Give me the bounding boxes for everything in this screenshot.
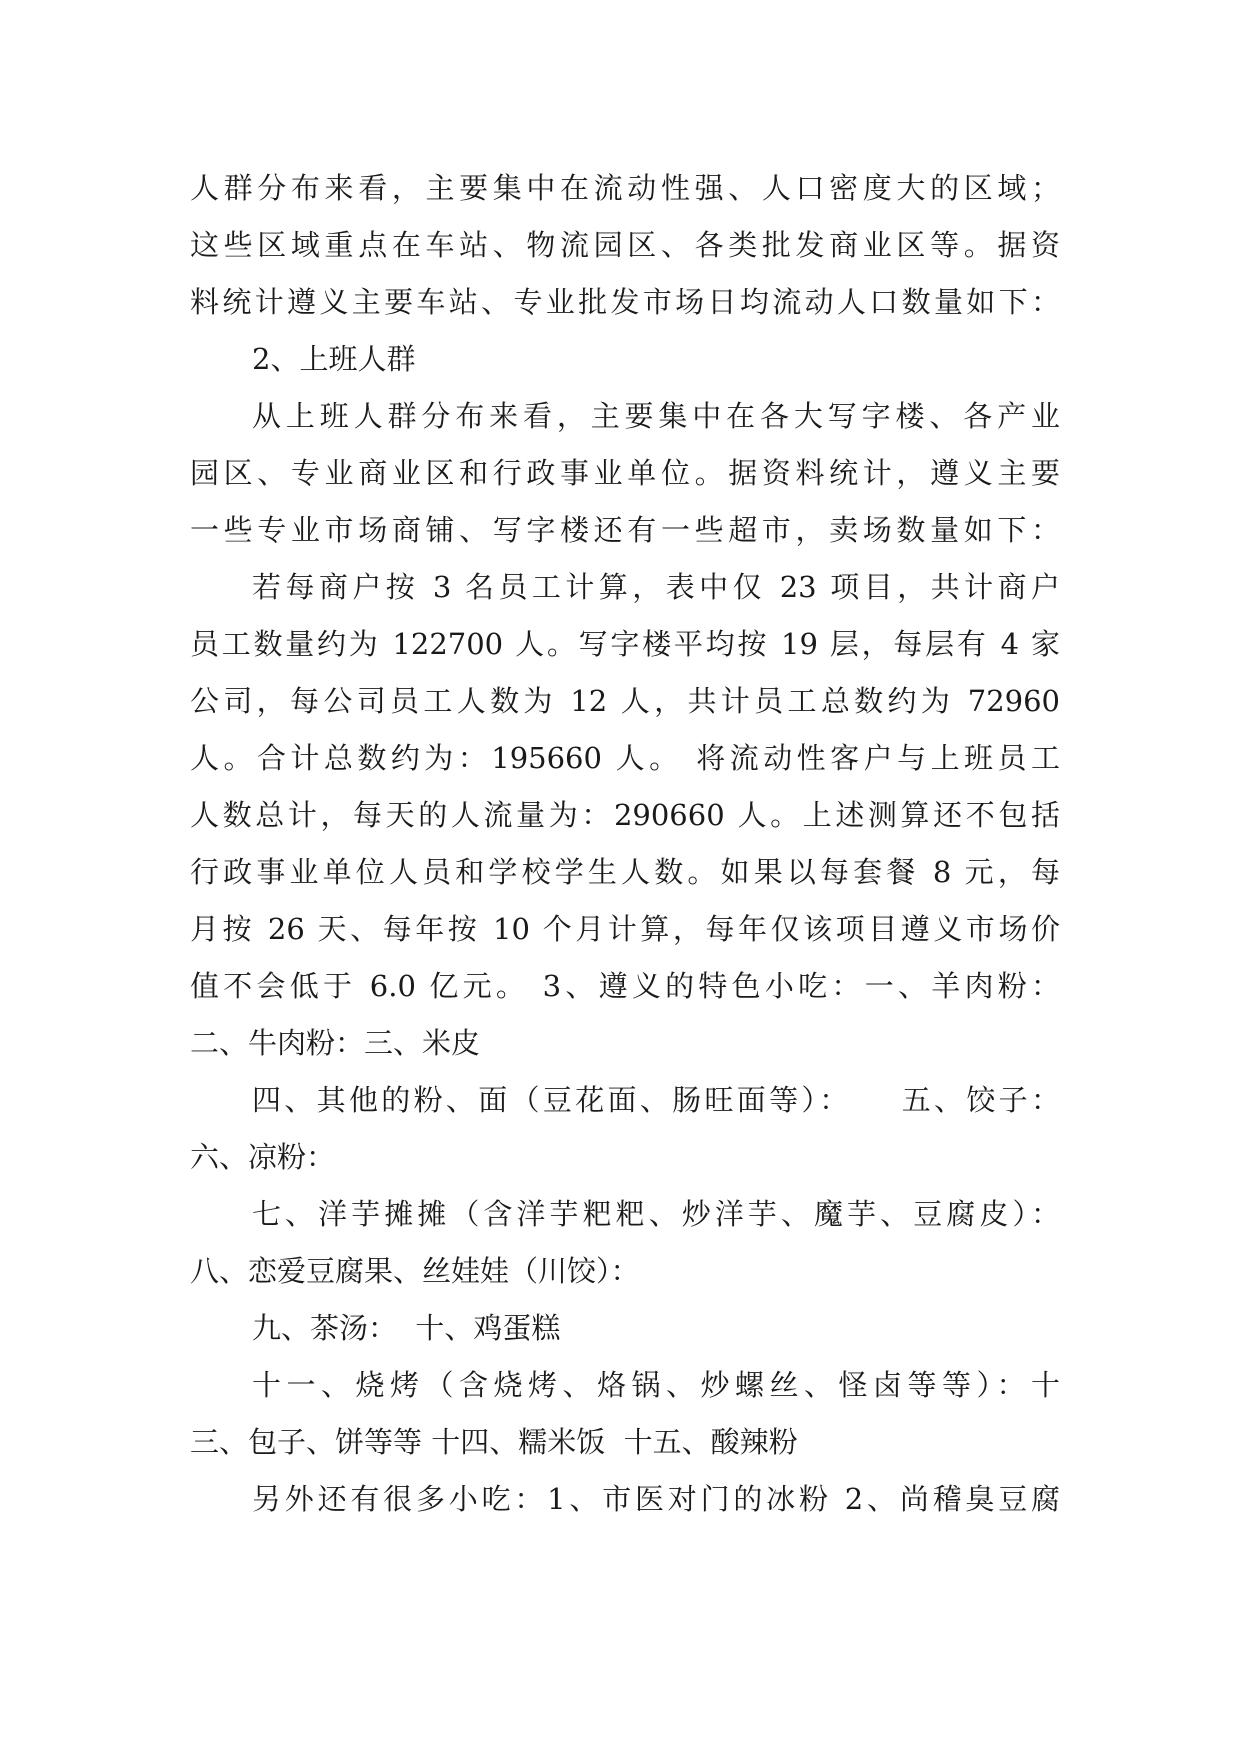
text-line: 园区、专业商业区和行政事业单位。据资料统计，遵义主要: [190, 456, 1060, 490]
text-line: 九、茶汤： 十、鸡蛋糕: [252, 1311, 561, 1345]
text-line: 八、恋爱豆腐果、丝娃娃（川饺）：: [190, 1254, 640, 1288]
text-line: 六、凉粉：: [190, 1140, 336, 1174]
text-line: 值不会低于 6.0 亿元。 3、遵义的特色小吃：一、羊肉粉：: [190, 969, 1060, 1003]
text-line: 三、包子、饼等等 十四、糯米饭 十五、酸辣粉: [190, 1425, 798, 1459]
text-line: 若每商户按 3 名员工计算，表中仅 23 项目，共计商户: [252, 570, 1060, 604]
text-line: 员工数量约为 122700 人。写字楼平均按 19 层，每层有 4 家: [190, 627, 1060, 661]
text-line: 四、其他的粉、面（豆花面、肠旺面等）： 五、饺子：: [252, 1083, 1060, 1117]
text-line: 行政事业单位人员和学校学生人数。如果以每套餐 8 元，每: [190, 855, 1060, 889]
body-text: [190, 160, 1060, 1528]
text-line: 七、洋芋摊摊（含洋芋粑粑、炒洋芋、魔芋、豆腐皮）：: [252, 1197, 1060, 1231]
text-line: 从上班人群分布来看，主要集中在各大写字楼、各产业: [252, 399, 1060, 433]
text-line: 另外还有很多小吃：1、市医对门的冰粉 2、尚稽臭豆腐: [252, 1482, 1060, 1516]
text-line: 人数总计，每天的人流量为：290660 人。上述测算还不包括: [190, 798, 1060, 832]
text-line: 月按 26 天、每年按 10 个月计算，每年仅该项目遵义市场价: [190, 912, 1060, 946]
text-line: 公司，每公司员工人数为 12 人，共计员工总数约为 72960: [190, 684, 1060, 718]
text-line: 二、牛肉粉：三、米皮: [190, 1026, 481, 1060]
text-line: 这些区域重点在车站、物流园区、各类批发商业区等。据资: [190, 228, 1060, 262]
text-line: 人。合计总数约为：195660 人。 将流动性客户与上班员工: [190, 741, 1060, 775]
text-line: 十一、烧烤（含烧烤、烙锅、炒螺丝、怪卤等等）：十: [252, 1368, 1060, 1402]
text-line: 人群分布来看，主要集中在流动性强、人口密度大的区域；: [190, 171, 1060, 205]
section-heading: 2、上班人群: [252, 342, 416, 376]
text-line: 一些专业市场商铺、写字楼还有一些超市，卖场数量如下：: [190, 513, 1060, 547]
text-line: 料统计遵义主要车站、专业批发市场日均流动人口数量如下：: [190, 285, 1060, 319]
